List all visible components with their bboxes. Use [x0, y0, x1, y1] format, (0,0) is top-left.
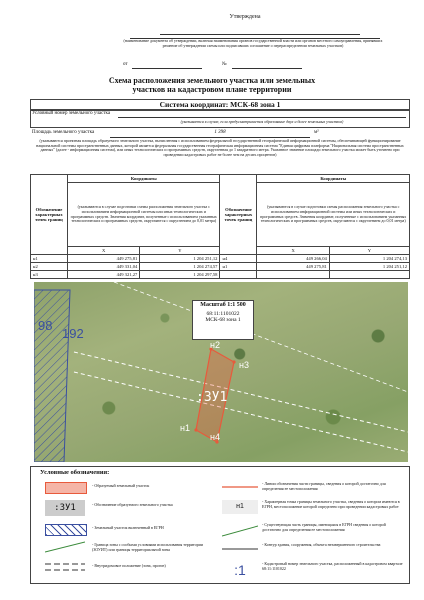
y-cell: 1 204 274,57 [140, 263, 220, 271]
point-label-n2: н2 [210, 340, 220, 350]
coordinates-table [30, 174, 410, 279]
legend-item: - Характерная точка границы земельного участка, сведения о котором имеются в ЕГРН, местоположение которой определено при проведении кадастровых работ [262, 499, 400, 509]
col-point-header-left: Обозначение характерных точек границ [31, 175, 68, 255]
x-cell: 449 275,81 [68, 255, 140, 263]
coord-system-title: Система координат: МСК-68 зона 1 [159, 100, 281, 109]
col-point-header-right: Обозначение характерных точек границ [220, 175, 257, 255]
x-cell: 449 321,27 [68, 271, 140, 279]
legend-zone-symbol [45, 540, 85, 554]
neighbor-parcel [34, 290, 70, 462]
point-label-n1: н1 [180, 423, 190, 433]
point-cell: н1 [220, 263, 257, 271]
point-cell: н2 [31, 263, 68, 271]
col-coords-header-right: Координаты [257, 175, 410, 183]
legend-item: - Земельный участок включенный в ЕГРН [92, 525, 164, 530]
y-cell: 1 204 251,12 [329, 263, 409, 271]
point-label-n4: н4 [210, 432, 220, 442]
y-cell: 1 204 297,58 [140, 271, 220, 279]
point-label-n3: н3 [239, 360, 249, 370]
legend-item: - Образуемый земельный участок [92, 483, 150, 488]
area-value: 1 398 [214, 130, 226, 135]
table-row [31, 255, 410, 263]
x-cell: 449 275,81 [257, 263, 329, 271]
legend-existing-edge-symbol [222, 524, 258, 538]
legend-egrn-symbol [45, 524, 87, 536]
x-cell: 449 266,04 [257, 255, 329, 263]
legend-item: - Существующая часть границы, имеющаяся в ЕГРН сведения о которой достаточно для определения ее местоположения [262, 522, 386, 532]
point-cell: н3 [31, 271, 68, 279]
point-marker [232, 360, 235, 363]
legend-item: - Внутридомовое положение (зона, прогон) [92, 563, 166, 568]
neighbor-label: 98 [38, 318, 53, 333]
legend-road-symbol [45, 560, 85, 574]
legend-item: - Контур здания, сооружения, объекта незавершенного строительства [262, 542, 381, 547]
col-y-left: Y [140, 247, 220, 255]
legend-item: - Обозначение образуемого земельного участка [92, 502, 173, 507]
x-cell: 449 331,04 [68, 263, 140, 271]
page-title [40, 76, 384, 94]
title-line-2: участков на кадастровом плане территории [132, 85, 292, 94]
legend-cadastral-symbol: :1 [234, 562, 246, 578]
zone-label: МСК-68 зона 1 [205, 317, 241, 323]
point-marker [194, 428, 197, 431]
legend-item: - Граница зоны с особыми условиями использования территории (ЗОУИТ) или границы территориальной зоны [92, 542, 203, 552]
legend-title: Условные обозначения: [40, 469, 110, 476]
neighbor-label-2: 192 [62, 326, 84, 341]
legend-point-symbol: н1 [222, 500, 258, 514]
coords-note-right: (указываются в случае подготовки схемы расположения земельного участка с использованием информационной системы или иных технологических и программных средств. Значения координат, полученные с использованием указанных технологических и программных средств, округляются с округлением до 0,01 метра) [257, 183, 410, 247]
area-label: Площадь земельного участка [32, 130, 95, 135]
parcel-label: :ЗУ1 [196, 390, 228, 405]
number-prefix: № [222, 62, 227, 67]
col-x-right: X [257, 247, 329, 255]
scale-label: Масштаб 1:1 500 [200, 302, 246, 308]
col-coords-header-left: Координаты [68, 175, 220, 183]
col-y-right: Y [329, 247, 409, 255]
approved-label: Утверждена [229, 14, 261, 20]
legend-building-symbol [222, 542, 258, 556]
table-row [31, 271, 410, 279]
title-line-1: Схема расположения земельного участка или земельных [108, 76, 316, 85]
point-cell: н4 [220, 255, 257, 263]
area-notes: (указываются проектная площадь образуемого земельного участка, вычисленная с использованием федеральной государственной географической информационной системы, обеспечивающей функционирование национальной системы пространственных данных, которой является федеральная государственная географическая информационная система "Единая цифровая платформа "Национальная система пространственных данных" (далее - информационная система), или иных технологических и программных средств, округленная до 1 квадратного метра. Указанное значение площади земельного участка может быть уточнено при проведении кадастровых работ не более чем на десять процентов) [36, 138, 404, 157]
col-x-left: X [68, 247, 140, 255]
approval-note: (наименование документа об утверждении, включая наименования органов государственной власти или органов местного самоуправления, принявших решение об утверждении схемы или подписавших соглашение о перераспределении земельных участков) [123, 38, 383, 48]
date-prefix: от [123, 62, 128, 67]
y-cell: 1 204 251,12 [140, 255, 220, 263]
scale-box [192, 300, 254, 340]
coords-note-left: (указываются в случае подготовки схемы расположения земельного участка с использованием информационной системы или иных технологических и программных средств. Значения координат, полученные с использованием указанных технологических и программных средств, округляются с округлением до 0,01 метра) [68, 183, 220, 247]
point-cell: н1 [31, 255, 68, 263]
zone-boundary-line [74, 372, 408, 452]
legend-item: - Линии обозначения части границы, сведения о которой достаточно для определения ее местоположения [262, 481, 386, 491]
y-cell: 1 204 274,13 [329, 255, 409, 263]
legend-parcel-symbol [45, 482, 87, 494]
zone-boundary-line [114, 282, 408, 392]
quarter-number: 68:11:1101022 [206, 311, 240, 317]
legend-item: - Кадастровый номер земельного участка, расположенный в кадастровом квартале 68:11:1101022 [262, 561, 403, 571]
legend-zu-symbol: :ЗУ1 [45, 500, 85, 516]
conditional-number-note: (указывается в случае, если предусматривается образование двух и более земельных участков) [180, 119, 344, 124]
conditional-number-label: Условный номер земельного участка [32, 111, 111, 116]
legend-edge-symbol [222, 480, 258, 494]
cadastral-map [34, 282, 408, 462]
table-row [31, 263, 410, 271]
area-unit: м² [314, 130, 319, 135]
